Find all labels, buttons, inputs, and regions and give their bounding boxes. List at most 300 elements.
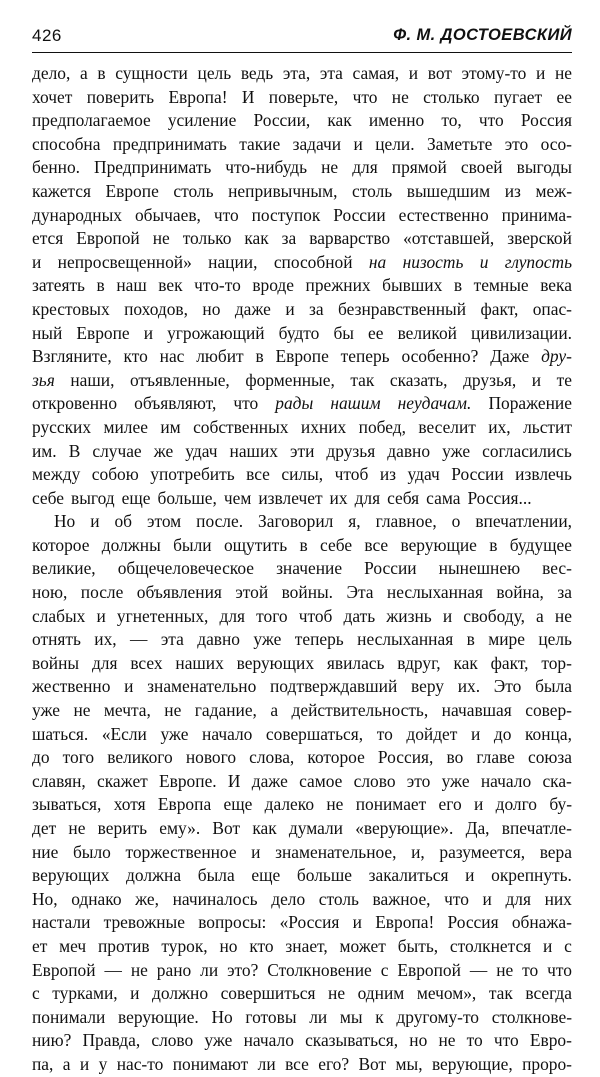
text-line [32,62,572,86]
word: начало [202,723,253,744]
word: па, [32,1053,54,1074]
word: в [453,275,463,296]
word: только [182,228,232,249]
text-line [32,510,572,534]
text-line [32,628,572,652]
paragraph [32,510,572,1076]
word: верующих [32,865,110,886]
word: бу- [549,794,572,815]
word: мечом», [416,983,477,1004]
text-line [32,793,572,817]
word: тор- [541,652,572,673]
word: те [556,369,572,390]
text-line [32,581,572,605]
text-line [32,841,572,865]
word: но [202,298,221,319]
word: знает, [285,935,328,956]
text-line [32,1029,572,1053]
word: собственных [193,416,289,437]
word: объявляют, [134,393,217,414]
word: нию? [32,1030,72,1051]
word: совер- [525,700,572,721]
word: думали [288,818,343,838]
word: Европа [157,794,212,815]
text-line [32,109,572,133]
word: мы [339,1006,363,1027]
word: России [451,464,504,485]
word: и [479,251,489,272]
word: будущее [509,534,572,555]
word: неслыханная [357,629,454,650]
word: согласились [482,440,572,461]
word: объявления [136,582,222,603]
word: рады [275,393,314,414]
word: задачи [292,133,342,154]
word: давно [387,440,431,461]
word: понимает [355,794,427,815]
word: их, [94,629,117,650]
word: этому-то [461,63,527,83]
word: варварство [309,228,391,249]
word: слово [353,770,396,791]
word: чтоб [334,464,369,485]
word: великого [107,747,173,768]
word: Россия [447,912,499,933]
word: Правда, [82,1030,141,1051]
word: цели. [375,133,415,154]
word: себе [320,534,353,555]
word: Европе [105,180,159,201]
text-line [32,463,572,487]
word: Даже [490,346,530,367]
word: Европе [275,346,329,367]
word: то [522,959,539,980]
word: хотя [113,794,146,815]
word: обычаев, [134,204,201,225]
word: походов, [124,298,188,319]
page-number: 426 [32,26,62,45]
text-line [32,864,572,888]
word: должна [126,865,182,886]
word: Европой [76,228,140,249]
word: цель [538,629,572,650]
word: уже [253,629,282,650]
word: Да, [465,818,490,838]
word: было [72,841,111,862]
word: долго [495,794,537,815]
text-line [32,746,572,770]
word: не [152,228,170,249]
word: сказать, [389,369,448,390]
word: разумеется, [439,841,526,862]
word: вопросы: [198,912,267,933]
word: Россия... [467,487,532,508]
word: знаменательное, [275,841,397,862]
word: в [255,346,264,367]
word: это [504,133,529,154]
word: союза [528,747,572,768]
word: Россия [520,110,572,131]
text-line [32,1053,572,1077]
word: затеять [32,275,85,296]
word: их [329,487,348,508]
word: нашим [330,393,381,414]
word: одним [357,983,405,1004]
word: не [130,959,148,980]
word: мечта, [103,700,151,721]
word: ется [32,228,64,249]
word: ее [556,86,572,107]
word: не [328,983,346,1004]
page-header [32,18,572,53]
word: впечатлении, [475,511,572,532]
word: опас- [532,298,572,319]
word: что-нибудь [225,157,308,178]
word: для [91,652,118,673]
word: и [470,723,481,744]
word: гадание, [194,700,257,721]
word: после [80,582,124,603]
word: это? [227,959,259,980]
word: все [285,1053,309,1074]
word: Взгляните, [32,346,112,367]
word: давно [197,629,240,650]
word: Европе. [159,770,217,791]
word: я, [348,511,361,532]
word: отнять [32,629,81,650]
word: жественно [32,676,111,697]
word: это [406,770,431,791]
word: столь [173,180,214,201]
text-line [32,298,572,322]
word: того [62,747,95,768]
word: еще [251,865,281,886]
word: больше [296,865,352,886]
word: с [380,959,389,980]
word: но [409,1030,428,1051]
word: им. [32,440,57,461]
word: за [309,298,324,319]
word: слова, [249,747,295,768]
text-line [32,274,572,298]
text-line [32,982,572,1006]
word: понимают [172,1053,249,1074]
word: веселит [418,416,476,437]
word: И [227,770,241,791]
word: ли [257,1053,276,1074]
word: из [504,180,521,201]
word: Заметьте [426,133,493,154]
word: «Россия [279,912,340,933]
word: бенно. [32,157,80,178]
word: побед, [358,416,406,437]
word: же [153,440,174,461]
word: кажется [32,180,91,201]
word: верующие, [431,1053,513,1074]
word: дет [32,818,57,838]
word: факт, [490,652,529,673]
word: «отставшей, [403,228,495,249]
word: и [442,605,453,626]
word: того [256,605,288,626]
word: зья [32,369,55,390]
word: закалиться [368,865,449,886]
word: ска- [542,770,572,791]
word: уже [204,1030,233,1051]
word: выгоды [516,157,572,178]
word: но [219,935,238,956]
word: дать [343,605,376,626]
word: так [488,983,513,1004]
body-text [32,62,572,1077]
word: к [375,1006,384,1027]
word: против [98,935,150,956]
word: Европой [32,959,96,980]
word: между [32,464,81,485]
word: же, [135,888,159,909]
word: и [531,369,542,390]
word: усиление [167,110,237,131]
word: вера [539,841,572,862]
word: России [333,204,386,225]
word: льстит [523,416,572,437]
word: «Если [101,723,147,744]
word: которое [32,534,90,555]
word: настали [32,912,91,933]
text-line [32,817,572,841]
word: а [79,63,88,83]
word: войны. [281,582,334,603]
word: а [536,605,544,626]
word: обнажа- [511,912,572,933]
word: общечеловеческое [117,558,254,579]
word: Предпринимать [94,157,212,178]
word: войны [32,652,80,673]
word: век [158,275,183,296]
text-line [32,487,572,511]
word: прямой [391,157,447,178]
word: употребить [150,464,235,485]
word: — [104,959,122,980]
word: Эта [346,582,374,603]
word: начиналось [172,888,258,909]
text-line [32,180,572,204]
word: поверьте, [268,86,339,107]
word: эта, [282,63,311,83]
word: даже [251,770,288,791]
word: так [350,369,375,390]
word: что [444,888,469,909]
word: для [219,605,246,626]
word: готовы [245,1006,297,1027]
word: Европа! [375,912,435,933]
word: и [482,888,492,909]
word: угнетенных, [116,605,209,626]
word: низость [402,251,464,272]
word: знаменательно [147,676,257,697]
word: теперь [340,346,390,367]
word: и [542,935,553,956]
word: Столкновение [267,959,372,980]
word: турками, [52,983,118,1004]
word: ихних [300,416,347,437]
word: пугает [493,86,543,107]
word: значение [276,558,343,579]
word: Поражение [488,393,572,414]
word: а [62,1053,71,1074]
word: слабых [32,605,86,626]
text-line [32,935,572,959]
word: действительность, [291,700,429,721]
word: неудачам. [397,393,472,414]
word: не [438,1030,456,1051]
word: — [130,629,148,650]
word: слово [151,1030,194,1051]
word: не [321,157,339,178]
word: способна [32,133,101,154]
word: самая, [352,63,400,83]
word: И [241,86,255,107]
text-line [32,605,572,629]
word: кто [249,935,274,956]
word: то [376,723,393,744]
word: сама [426,487,461,508]
text-line [32,251,572,275]
word: друзья, [463,369,517,390]
running-title: Ф. М. ДОСТОЕВСКИЙ [393,26,572,44]
word: всех [130,652,163,673]
word: естественно [398,204,489,225]
word: мы, [395,1053,423,1074]
word: ние [32,841,59,862]
text-line [32,959,572,983]
word: глупость [504,251,572,272]
word: главе [476,747,515,768]
word: столь [318,888,359,909]
word: зываться, [32,794,102,815]
text-line [32,1006,572,1030]
word: верующие. [118,1006,199,1027]
word: все [364,534,389,555]
word: великие, [32,558,96,579]
word: сущности [115,63,188,83]
word: начало [480,770,532,791]
word: бывших [382,275,443,296]
word: вышедшим [406,180,491,201]
word: дело, [32,63,71,83]
word: меж- [535,180,572,201]
word: нынешнею [438,558,521,579]
word: что [493,1030,519,1051]
word: наших [175,652,224,673]
word: уже [441,770,470,791]
word: бы [333,322,354,343]
word: ет [32,935,48,956]
word: совершаться, [265,723,364,744]
word: русских [32,416,92,437]
word: как [252,818,277,838]
word: веру [411,676,444,697]
word: им [160,416,181,437]
word: подтверждавший [270,676,398,697]
word: начавшая [441,700,512,721]
word: не [73,700,91,721]
word: Европой [397,959,461,980]
word: силы, [281,464,324,485]
word: для [354,487,381,508]
word: чем [223,487,252,508]
word: больше, [157,487,217,508]
word: другому-то [396,1006,480,1027]
word: и [352,912,362,933]
word: и [408,63,419,83]
word: и [130,983,140,1004]
word: крестовых [32,298,110,319]
word: верующие [400,534,477,555]
word: самое [299,770,343,791]
word: случае [92,440,142,461]
word: из [379,464,397,485]
word: далеко [264,794,315,815]
word: с [32,983,40,1004]
text-line [32,345,572,369]
word: нового [185,747,237,768]
word: жизнь [386,605,432,626]
word: В [68,440,81,461]
word: столь [352,180,393,201]
word: ли [309,1006,328,1027]
word: вдруг, [397,652,441,673]
word: цель [197,63,232,83]
word: России [364,558,417,579]
word: ный [32,322,63,343]
word: и [90,511,100,532]
word: проро- [522,1053,572,1074]
word: его [438,794,462,815]
word: главное, [375,511,437,532]
word: вес- [542,558,572,579]
word: кто [123,346,148,367]
word: не [68,818,86,838]
word: своей [460,157,503,178]
word: ему». [159,818,201,838]
word: — [469,959,488,980]
word: и [124,676,134,697]
word: уже [160,723,189,744]
word: эта [319,63,343,83]
word: факт, [480,298,519,319]
word: эта [160,629,184,650]
word: и [285,298,295,319]
word: явилась [326,652,385,673]
word: должно [152,983,209,1004]
text-line [32,204,572,228]
word: его? [318,1053,350,1074]
word: способной [273,251,353,272]
word: себя [387,487,420,508]
word: и [353,133,363,154]
word: после. [196,511,244,532]
word: форменные, [245,369,335,390]
word: за [557,582,572,603]
word: поступок [251,204,321,225]
word: этом [146,511,182,532]
text-line [32,227,572,251]
word: что [213,204,239,225]
word: как [244,228,269,249]
word: милее [103,416,148,437]
word: извлечь [515,464,572,485]
